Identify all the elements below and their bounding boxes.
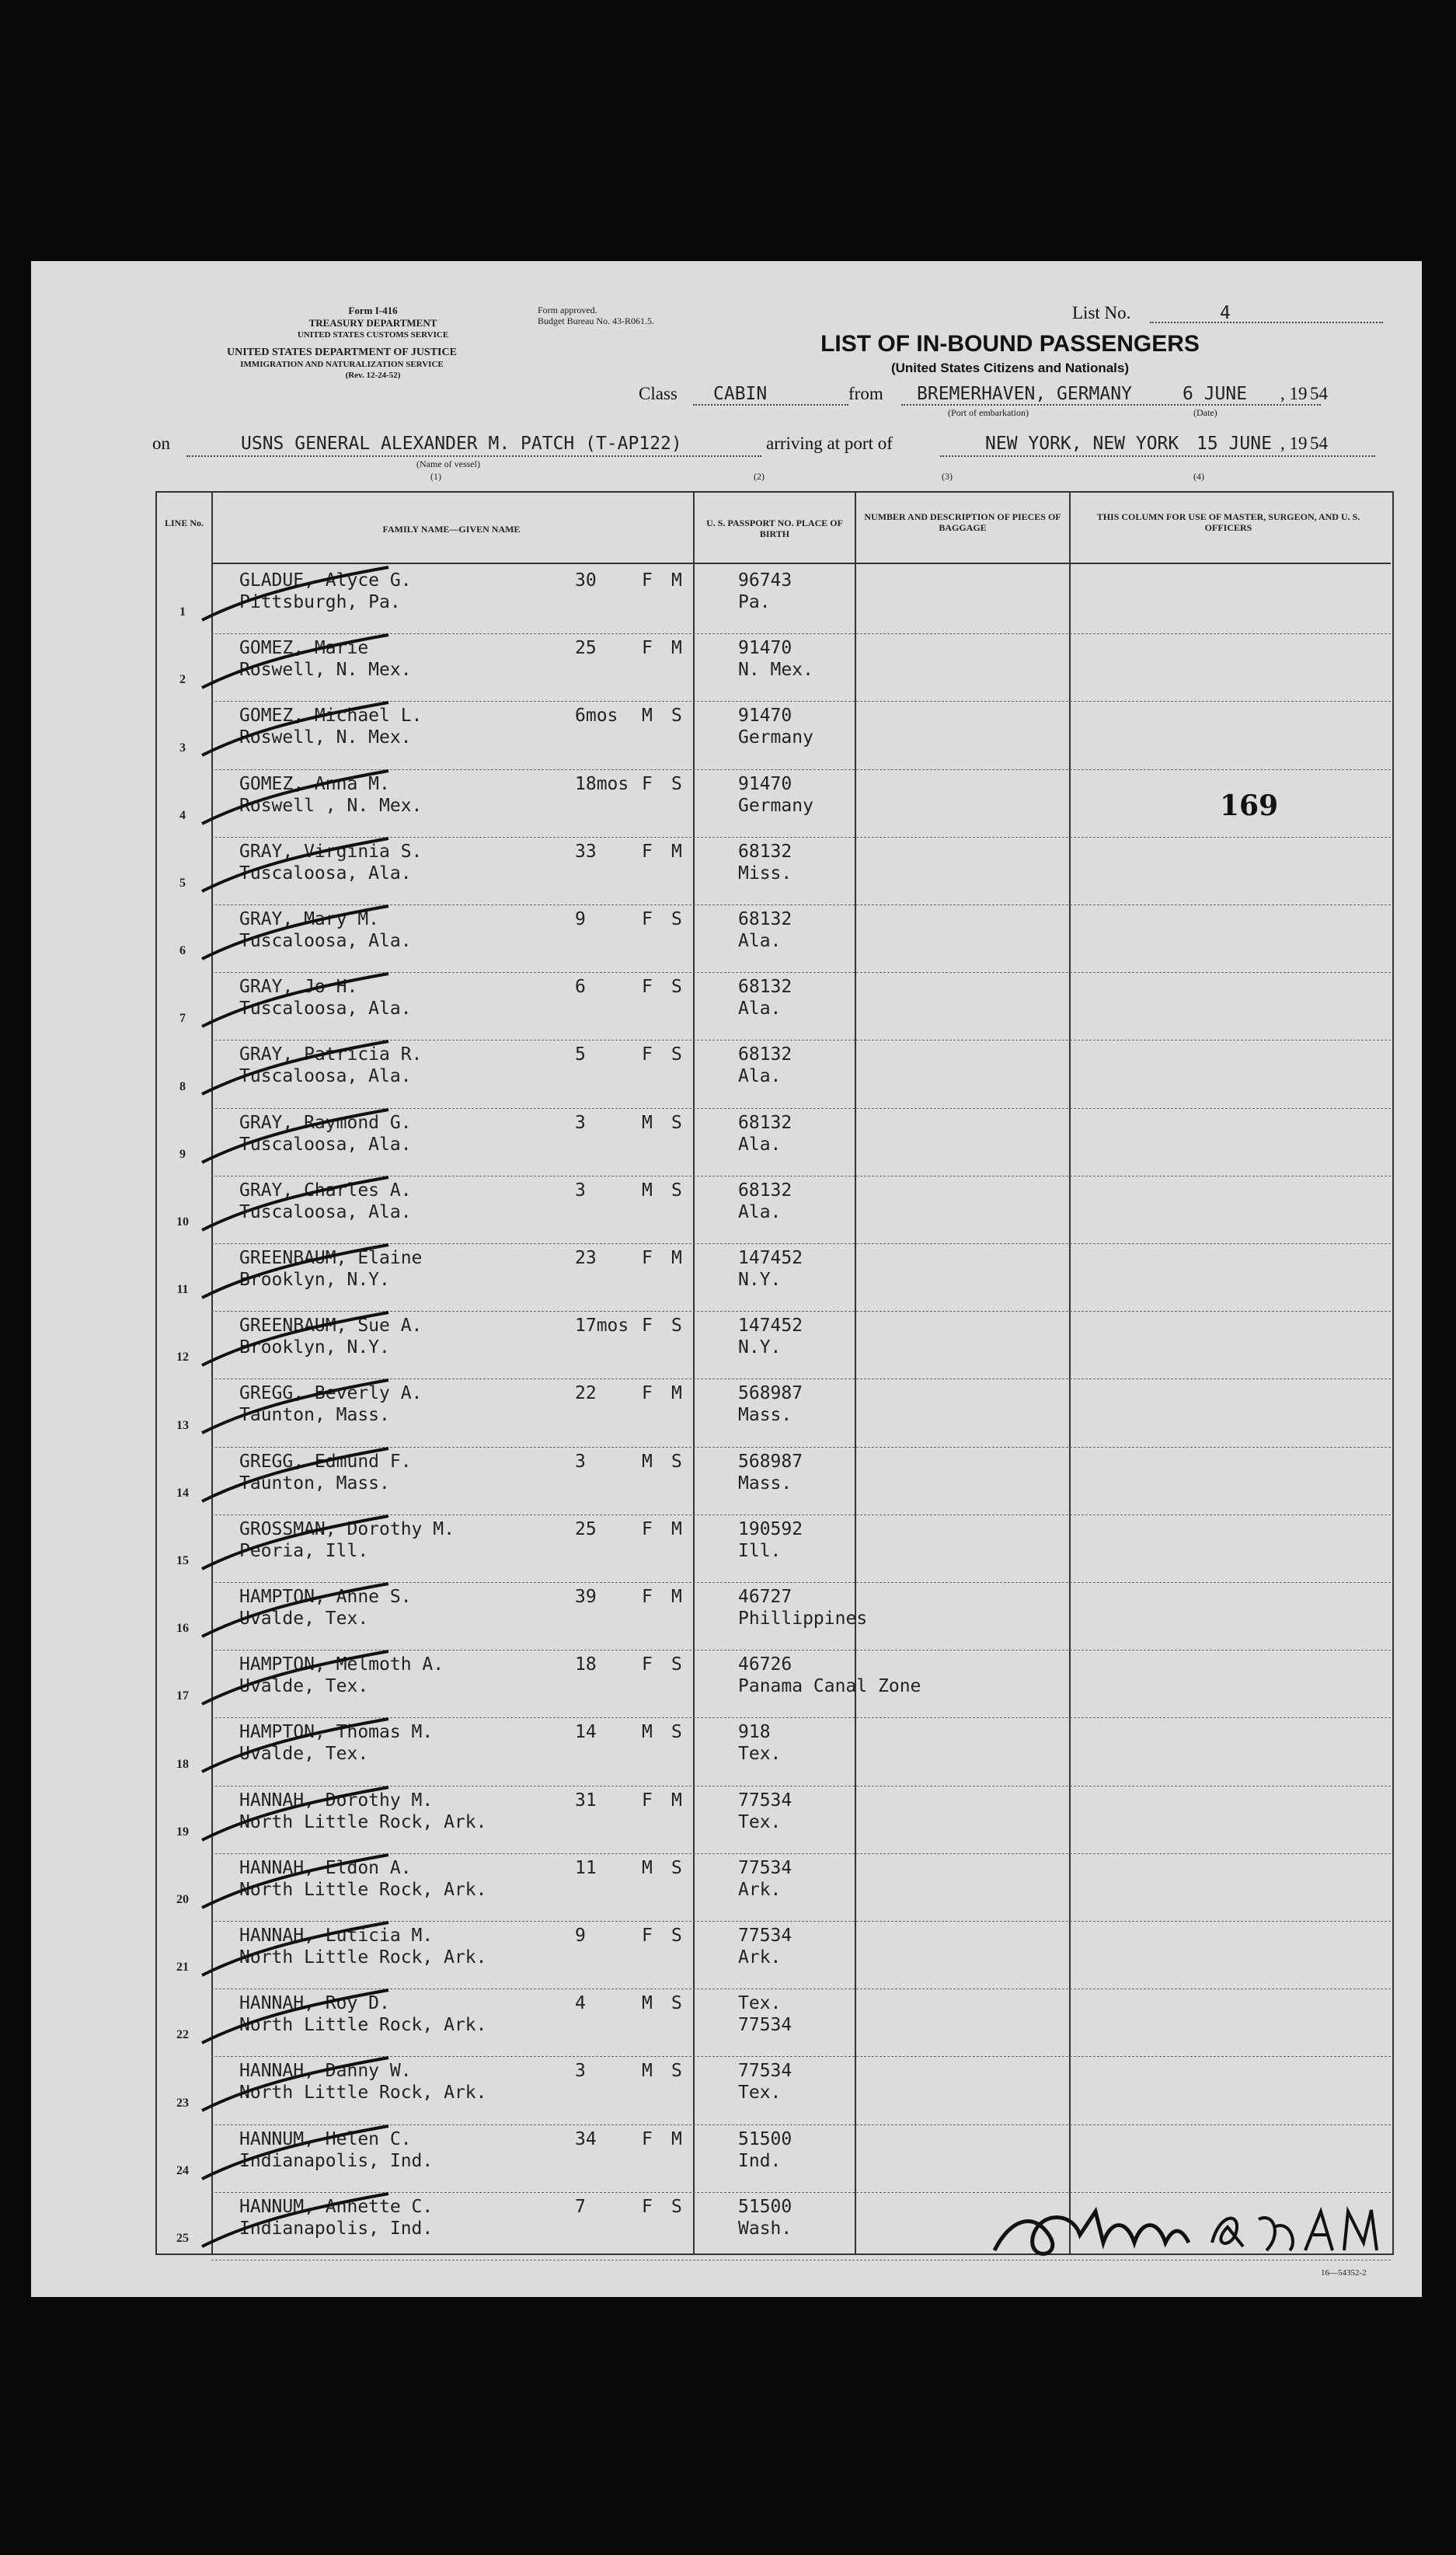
header-baggage: NUMBER AND DESCRIPTION OF PIECES OF BAGGAGE	[864, 511, 1061, 533]
table-row	[31, 1243, 1422, 1311]
passenger-residence: Tuscaloosa, Ala.	[239, 863, 412, 884]
passenger-sex: F	[642, 773, 653, 794]
place-of-birth: Pa.	[738, 592, 771, 612]
passenger-age: 25	[575, 638, 597, 659]
passport-number: 91470	[738, 706, 792, 727]
passenger-sex: F	[642, 570, 653, 591]
passenger-sex: F	[642, 1926, 653, 1946]
table-row	[31, 1582, 1422, 1650]
passenger-sex: F	[642, 977, 653, 998]
form-approval: Form approved.	[538, 305, 597, 315]
passenger-name: HANNAH, Danny W.	[239, 2061, 412, 2082]
customs-service: UNITED STATES CUSTOMS SERVICE	[297, 330, 449, 340]
passenger-residence: Tuscaloosa, Ala.	[239, 1134, 412, 1155]
passenger-residence: Taunton, Mass.	[239, 1473, 390, 1494]
table-row	[31, 1650, 1422, 1717]
place-of-birth: Mass.	[738, 1473, 792, 1494]
marital-status: S	[671, 773, 682, 794]
passport-number: 51500	[738, 2128, 792, 2149]
passenger-name: HANNAH, Roy D.	[239, 1993, 390, 2014]
passenger-age: 39	[575, 1587, 597, 1607]
marital-status: M	[671, 570, 682, 591]
passenger-residence: Brooklyn, N.Y.	[239, 1270, 390, 1290]
passenger-sex: M	[642, 1722, 653, 1743]
justice-dept: UNITED STATES DEPARTMENT OF JUSTICE	[227, 347, 457, 358]
marital-status: S	[671, 909, 682, 929]
marital-status: S	[671, 1654, 682, 1675]
place-of-birth: Miss.	[738, 863, 792, 884]
stamp-number: 169	[1220, 790, 1279, 822]
place-of-birth: Ala.	[738, 1066, 782, 1087]
line-number: 14	[176, 1486, 189, 1500]
passenger-name: GREENBAUM, Elaine	[239, 1248, 423, 1268]
passenger-residence: North Little Rock, Ark.	[239, 1879, 487, 1900]
class-label: Class	[639, 384, 677, 403]
place-of-birth: Tex.	[738, 2083, 782, 2104]
line-number: 8	[179, 1079, 186, 1093]
place-of-birth: Ill.	[738, 1540, 782, 1561]
passenger-name: GOMEZ, Marie	[239, 638, 369, 659]
list-no-line	[1150, 322, 1383, 323]
table-row	[31, 1040, 1422, 1107]
line-number: 23	[176, 2096, 189, 2110]
header-passport: U. S. PASSPORT NO. PLACE OF BIRTH	[706, 518, 843, 539]
passenger-age: 11	[575, 1857, 597, 1878]
table-row	[31, 769, 1422, 837]
marital-status: M	[671, 841, 682, 862]
passenger-age: 23	[575, 1248, 597, 1268]
checkmark-stroke	[194, 1778, 396, 1848]
checkmark-stroke	[194, 2048, 396, 2118]
port-line	[940, 455, 1375, 457]
checkmark-stroke	[194, 1507, 396, 1577]
marital-status: M	[671, 2128, 682, 2149]
class-value: CABIN	[713, 384, 768, 404]
passenger-residence: Uvalde, Tex.	[239, 1609, 369, 1629]
passport-number: 68132	[738, 1112, 792, 1133]
place-of-birth: N.Y.	[738, 1270, 782, 1290]
place-of-birth: Ala.	[738, 1134, 782, 1155]
marital-status: M	[671, 1587, 682, 1607]
passport-number: 68132	[738, 909, 792, 929]
passenger-age: 3	[575, 2061, 586, 2082]
place-of-birth: Germany	[738, 795, 813, 816]
year-value-1: 54	[1310, 384, 1328, 403]
passport-number: 918	[738, 1722, 771, 1743]
passenger-residence: Tuscaloosa, Ala.	[239, 999, 412, 1020]
line-number: 24	[176, 2163, 189, 2177]
signature-scrawl	[979, 2188, 1383, 2274]
checkmark-stroke	[194, 1439, 396, 1509]
passport-number: 51500	[738, 2196, 792, 2217]
marital-status: S	[671, 977, 682, 998]
passenger-age: 34	[575, 2128, 597, 2149]
checkmark-stroke	[194, 762, 396, 831]
passenger-sex: M	[642, 1180, 653, 1201]
passenger-age: 6	[575, 977, 586, 998]
passport-number: 91470	[738, 773, 792, 794]
checkmark-stroke	[194, 1574, 396, 1644]
passenger-sex: F	[642, 638, 653, 659]
marital-status: S	[671, 1857, 682, 1878]
footer-code: 16—54352-2	[1321, 2268, 1367, 2278]
line-number: 6	[179, 944, 186, 958]
passenger-residence: Indianapolis, Ind.	[239, 2218, 434, 2239]
marital-status: S	[671, 1722, 682, 1743]
embarkation-port: BREMERHAVEN, GERMANY	[917, 384, 1132, 404]
passenger-age: 33	[575, 841, 597, 862]
passenger-name: HANNAH, Dorothy M.	[239, 1790, 434, 1811]
passenger-sex: F	[642, 909, 653, 929]
passenger-name: GRAY, Virginia S.	[239, 841, 423, 862]
table-row	[31, 1108, 1422, 1176]
line-number: 12	[176, 1351, 189, 1365]
passenger-age: 9	[575, 909, 586, 929]
header-name: FAMILY NAME—GIVEN NAME	[382, 524, 521, 535]
passenger-residence: North Little Rock, Ark.	[239, 1947, 487, 1968]
place-of-birth: Ark.	[738, 1879, 782, 1900]
table-row	[31, 566, 1422, 633]
marital-status: M	[671, 1383, 682, 1404]
line-number: 10	[176, 1215, 189, 1229]
passenger-residence: Tuscaloosa, Ala.	[239, 1201, 412, 1222]
passenger-name: HAMPTON, Anne S.	[239, 1587, 412, 1607]
passenger-residence: North Little Rock, Ark.	[239, 1811, 487, 1832]
passenger-residence: Taunton, Mass.	[239, 1405, 390, 1426]
list-no-value: 4	[1220, 303, 1231, 323]
passenger-sex: F	[642, 841, 653, 862]
passenger-name: GRAY, Mary M.	[239, 909, 380, 929]
passenger-name: GREENBAUM, Sue A.	[239, 1316, 423, 1337]
line-number: 15	[176, 1553, 189, 1567]
passenger-age: 14	[575, 1722, 597, 1743]
passenger-sex: F	[642, 1790, 653, 1811]
marital-status: S	[671, 1044, 682, 1065]
place-of-birth: Tex.	[738, 1744, 782, 1765]
passenger-age: 17mos	[575, 1316, 629, 1337]
marital-status: M	[671, 638, 682, 659]
document-subtitle: (United States Citizens and Nationals)	[890, 361, 1130, 375]
line-number: 7	[179, 1012, 186, 1026]
passport-number: 568987	[738, 1451, 803, 1472]
passenger-name: HANNAH, Luticia M.	[239, 1926, 434, 1946]
line-number: 16	[176, 1622, 189, 1636]
passenger-name: HANNUM, Helen C.	[239, 2128, 412, 2149]
passenger-age: 18	[575, 1654, 597, 1675]
passenger-residence: Uvalde, Tex.	[239, 1744, 369, 1765]
on-label: on	[152, 434, 170, 453]
passport-number: 190592	[738, 1518, 803, 1539]
table-row	[31, 1921, 1422, 1989]
passport-number: 68132	[738, 841, 792, 862]
place-of-birth: Ala.	[738, 999, 782, 1020]
checkmark-stroke	[194, 1303, 396, 1373]
passenger-sex: M	[642, 706, 653, 727]
line-number: 1	[179, 605, 186, 619]
line-number: 17	[176, 1689, 189, 1703]
passenger-age: 18mos	[575, 773, 629, 794]
passenger-residence: Roswell , N. Mex.	[239, 795, 423, 816]
checkmark-stroke	[194, 693, 396, 763]
place-of-birth: Germany	[738, 727, 813, 748]
col-num-2: (2)	[754, 471, 765, 482]
passenger-name: GREGG, Edmund F.	[239, 1451, 412, 1472]
checkmark-stroke	[194, 1710, 396, 1779]
marital-status: M	[671, 1790, 682, 1811]
passport-number: 77534	[738, 2061, 792, 2082]
table-row	[31, 1717, 1422, 1785]
passenger-residence: Peoria, Ill.	[239, 1540, 369, 1561]
passenger-sex: F	[642, 1587, 653, 1607]
passport-number: 147452	[738, 1316, 803, 1337]
passport-number: 96743	[738, 570, 792, 591]
form-revision: (Rev. 12-24-52)	[345, 371, 401, 380]
passenger-name: GRAY, Jo H.	[239, 977, 358, 998]
marital-status: S	[671, 1112, 682, 1133]
table-row	[31, 1311, 1422, 1379]
line-number: 18	[176, 1757, 189, 1771]
passenger-sex: F	[642, 1044, 653, 1065]
arrival-date: 15 JUNE	[1196, 434, 1272, 454]
passenger-sex: F	[642, 2128, 653, 2149]
place-of-birth: Tex.	[738, 1811, 782, 1832]
budget-bureau: Budget Bureau No. 43-R061.5.	[538, 315, 654, 326]
passenger-age: 7	[575, 2196, 586, 2217]
checkmark-stroke	[194, 2184, 396, 2254]
table-row	[31, 1447, 1422, 1515]
checkmark-stroke	[194, 1236, 396, 1305]
treasury-dept: TREASURY DEPARTMENT	[308, 317, 437, 329]
passenger-name: GRAY, Patricia R.	[239, 1044, 423, 1065]
passenger-age: 22	[575, 1383, 597, 1404]
list-no-label: List No.	[1072, 303, 1131, 322]
passenger-sex: M	[642, 1857, 653, 1878]
passenger-sex: M	[642, 1993, 653, 2014]
passenger-age: 30	[575, 570, 597, 591]
passport-number: 46726	[738, 1654, 792, 1675]
year-label-2: , 19	[1280, 434, 1308, 453]
passenger-age: 4	[575, 1993, 586, 2014]
table-row	[31, 1853, 1422, 1921]
table-row	[31, 1379, 1422, 1446]
checkmark-stroke	[194, 1371, 396, 1441]
arriving-label: arriving at port of	[766, 434, 893, 453]
checkmark-stroke	[194, 1981, 396, 2051]
header-officers: THIS COLUMN FOR USE OF MASTER, SURGEON, AND U. S. OFFICERS	[1096, 511, 1360, 533]
vessel-caption: (Name of vessel)	[416, 458, 480, 469]
line-number: 13	[176, 1418, 189, 1432]
table-row	[31, 1786, 1422, 1853]
table-row	[31, 633, 1422, 701]
place-of-birth: N.Y.	[738, 1337, 782, 1358]
table-row	[31, 2056, 1422, 2124]
passenger-manifest-sheet	[31, 261, 1422, 2297]
col-num-1: (1)	[430, 471, 441, 482]
passenger-age: 3	[575, 1451, 586, 1472]
passport-number: 91470	[738, 638, 792, 659]
place-of-birth: Wash.	[738, 2218, 792, 2239]
year-label-1: , 19	[1280, 384, 1308, 403]
place-of-birth: 77534	[738, 2015, 792, 2036]
passenger-name: HANNAH, Eldon A.	[239, 1857, 412, 1878]
passenger-name: HANNUM, Annette C.	[239, 2196, 434, 2217]
checkmark-stroke	[194, 1100, 396, 1170]
table-row	[31, 2125, 1422, 2192]
passenger-residence: Tuscaloosa, Ala.	[239, 931, 412, 951]
passport-number: Tex.	[738, 1993, 782, 2014]
document-title: LIST OF IN-BOUND PASSENGERS	[820, 331, 1200, 357]
passenger-residence: Brooklyn, N.Y.	[239, 1337, 390, 1358]
line-number: 22	[176, 2028, 189, 2042]
passport-number: 568987	[738, 1383, 803, 1404]
passenger-name: HAMPTON, Melmoth A.	[239, 1654, 444, 1675]
marital-status: M	[671, 1248, 682, 1268]
passenger-age: 6mos	[575, 706, 618, 727]
year-value-2: 54	[1310, 434, 1328, 453]
marital-status: S	[671, 706, 682, 727]
line-number: 19	[176, 1825, 189, 1839]
col-num-4: (4)	[1193, 471, 1204, 482]
passenger-name: GROSSMAN, Dorothy M.	[239, 1518, 455, 1539]
passenger-residence: Tuscaloosa, Ala.	[239, 1066, 412, 1087]
table-row	[31, 972, 1422, 1040]
passenger-residence: North Little Rock, Ark.	[239, 2015, 487, 2036]
checkmark-stroke	[194, 1032, 396, 1102]
marital-status: S	[671, 2196, 682, 2217]
checkmark-stroke	[194, 964, 396, 1034]
passenger-residence: Indianapolis, Ind.	[239, 2150, 434, 2171]
marital-status: S	[671, 1451, 682, 1472]
table-row	[31, 701, 1422, 769]
checkmark-stroke	[194, 829, 396, 899]
vessel-name: USNS GENERAL ALEXANDER M. PATCH (T-AP122)	[241, 434, 682, 454]
checkmark-stroke	[194, 1913, 396, 1983]
passenger-age: 3	[575, 1112, 586, 1133]
passenger-residence: Roswell, N. Mex.	[239, 660, 412, 681]
passenger-sex: F	[642, 1654, 653, 1675]
passenger-sex: F	[642, 1248, 653, 1268]
line-number: 3	[179, 741, 186, 755]
place-of-birth: N. Mex.	[738, 660, 813, 681]
table-row	[31, 837, 1422, 905]
place-of-birth: Ala.	[738, 931, 782, 951]
passport-number: 77534	[738, 1857, 792, 1878]
embarkation-date: 6 JUNE	[1183, 384, 1248, 404]
ins-service: IMMIGRATION AND NATURALIZATION SERVICE	[240, 360, 444, 369]
marital-status: S	[671, 1316, 682, 1337]
passenger-age: 25	[575, 1518, 597, 1539]
passport-number: 147452	[738, 1248, 803, 1268]
passenger-age: 5	[575, 1044, 586, 1065]
embark-caption: (Port of embarkation)	[948, 407, 1029, 418]
place-of-birth: Ind.	[738, 2150, 782, 2171]
passenger-sex: F	[642, 1316, 653, 1337]
passenger-sex: M	[642, 1112, 653, 1133]
from-label: from	[848, 384, 883, 403]
table-row	[31, 1176, 1422, 1243]
line-number: 4	[179, 808, 186, 822]
line-number: 5	[179, 876, 186, 890]
table-row	[31, 1515, 1422, 1582]
marital-status: S	[671, 1180, 682, 1201]
passenger-name: GRAY, Raymond G.	[239, 1112, 412, 1133]
line-number: 25	[176, 2231, 189, 2245]
passenger-sex: F	[642, 1383, 653, 1404]
checkmark-stroke	[194, 2117, 396, 2187]
passenger-name: GRAY, Charles A.	[239, 1180, 412, 1201]
passport-number: 77534	[738, 1926, 792, 1946]
passenger-age: 31	[575, 1790, 597, 1811]
passenger-name: GOMEZ, Michael L.	[239, 706, 423, 727]
passenger-name: HAMPTON, Thomas M.	[239, 1722, 434, 1743]
passenger-name: GOMEZ, Anna M.	[239, 773, 390, 794]
passport-number: 68132	[738, 1180, 792, 1201]
table-row	[31, 905, 1422, 972]
checkmark-stroke	[194, 897, 396, 967]
checkmark-stroke	[194, 1642, 396, 1712]
passenger-sex: F	[642, 2196, 653, 2217]
line-number: 21	[176, 1961, 189, 1975]
marital-status: S	[671, 2061, 682, 2082]
passenger-residence: Pittsburgh, Pa.	[239, 592, 401, 612]
line-number: 20	[176, 1892, 189, 1906]
vessel-line	[186, 455, 761, 457]
passenger-name: GREGG, Beverly A.	[239, 1383, 423, 1404]
passenger-sex: M	[642, 1451, 653, 1472]
marital-status: S	[671, 1926, 682, 1946]
line-number: 2	[179, 673, 186, 687]
place-of-birth: Phillippines	[738, 1609, 868, 1629]
passport-number: 77534	[738, 1790, 792, 1811]
passport-number: 46727	[738, 1587, 792, 1607]
marital-status: M	[671, 1518, 682, 1539]
marital-status: S	[671, 1993, 682, 2014]
line-number: 11	[176, 1283, 189, 1297]
header-line-no: LINE No.	[164, 518, 204, 528]
checkmark-stroke	[194, 1168, 396, 1238]
arrival-port: NEW YORK, NEW YORK	[985, 434, 1179, 454]
col-num-3: (3)	[942, 471, 953, 482]
date-caption: (Date)	[1193, 407, 1217, 418]
table-row	[31, 1989, 1422, 2056]
passenger-age: 9	[575, 1926, 586, 1946]
passenger-sex: M	[642, 2061, 653, 2082]
checkmark-stroke	[194, 558, 396, 628]
place-of-birth: Panama Canal Zone	[738, 1676, 921, 1697]
line-number: 9	[179, 1147, 186, 1161]
passenger-sex: F	[642, 1518, 653, 1539]
place-of-birth: Ala.	[738, 1201, 782, 1222]
place-of-birth: Mass.	[738, 1405, 792, 1426]
checkmark-stroke	[194, 1846, 396, 1915]
place-of-birth: Ark.	[738, 1947, 782, 1968]
passenger-residence: North Little Rock, Ark.	[239, 2083, 487, 2104]
passenger-age: 3	[575, 1180, 586, 1201]
passenger-name: GLADUE, Alyce G.	[239, 570, 412, 591]
passenger-residence: Roswell, N. Mex.	[239, 727, 412, 748]
passport-number: 68132	[738, 1044, 792, 1065]
checkmark-stroke	[194, 626, 396, 695]
passenger-residence: Uvalde, Tex.	[239, 1676, 369, 1697]
passport-number: 68132	[738, 977, 792, 998]
form-number: Form I-416	[348, 305, 398, 316]
